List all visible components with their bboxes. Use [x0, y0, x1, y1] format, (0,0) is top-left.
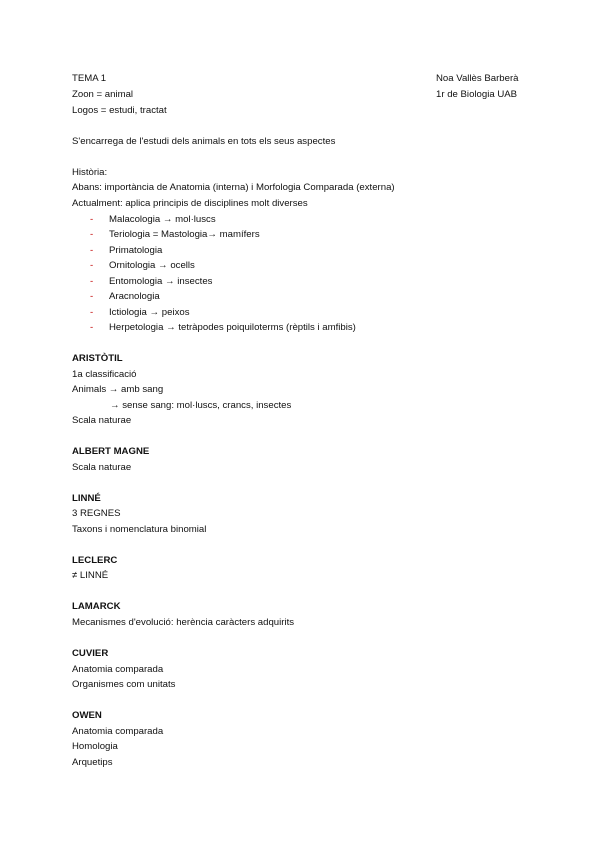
- bullet-dash: -: [90, 307, 94, 318]
- bullet-dash: -: [90, 245, 94, 256]
- author-name: Noa Vallès Barberà: [436, 73, 519, 84]
- list-item: - Ornitologia → ocells: [90, 260, 195, 271]
- bullet-dash: -: [90, 229, 94, 240]
- list-item: - Herpetologia → tetràpodes poiquiloterms (rèptils i amfibis): [90, 322, 356, 333]
- section-line: Organismes com unitats: [72, 679, 176, 690]
- section-line: Arquetips: [72, 757, 113, 768]
- section-line: Anatomia comparada: [72, 664, 164, 675]
- bullet-dash: -: [90, 260, 94, 271]
- bullet-dash: -: [90, 276, 94, 287]
- bullet-dash: -: [90, 322, 94, 333]
- section-title-albert: ALBERT MAGNE: [72, 446, 150, 457]
- section-title-cuvier: CUVIER: [72, 648, 109, 659]
- list-item: - Entomologia → insectes: [90, 276, 213, 287]
- list-item: - Primatologia: [90, 245, 163, 256]
- section-title-aristotil: ARISTÒTIL: [72, 353, 123, 364]
- bullet-dash: -: [90, 214, 94, 225]
- list-item: - Teriologia = Mastologia→ mamífers: [90, 229, 260, 240]
- section-title-leclerc: LECLERC: [72, 555, 118, 566]
- section-line: Anatomia comparada: [72, 726, 164, 737]
- list-item: - Aracnologia: [90, 291, 160, 302]
- section-title-owen: OWEN: [72, 710, 102, 721]
- section-title-linne: LINNÉ: [72, 493, 101, 504]
- historia-heading: Història:: [72, 167, 108, 178]
- intro-text: S'encarrega de l'estudi dels animals en tots els seus aspectes: [72, 136, 336, 147]
- etymology-zoon: Zoon = animal: [72, 89, 134, 100]
- historia-abans: Abans: importància de Anatomia (interna) i Morfologia Comparada (externa): [72, 182, 395, 193]
- section-line: Scala naturae: [72, 415, 132, 426]
- section-title-lamarck: LAMARCK: [72, 601, 121, 612]
- section-line: 1a classificació: [72, 369, 137, 380]
- section-line: → sense sang: mol·luscs, crancs, insectes: [110, 400, 292, 411]
- topic-title: TEMA 1: [72, 73, 107, 84]
- bullet-dash: -: [90, 291, 94, 302]
- etymology-logos: Logos = estudi, tractat: [72, 105, 167, 116]
- section-line: 3 REGNES: [72, 508, 121, 519]
- section-line: Taxons i nomenclatura binomial: [72, 524, 207, 535]
- author-course: 1r de Biologia UAB: [436, 89, 518, 100]
- historia-actualment: Actualment: aplica principis de disciplines molt diverses: [72, 198, 308, 209]
- section-line: Animals → amb sang: [72, 384, 164, 395]
- section-line: Homologia: [72, 741, 118, 752]
- section-line: Scala naturae: [72, 462, 132, 473]
- section-line: Mecanismes d'evolució: herència caràcters adquirits: [72, 617, 295, 628]
- list-item: - Ictiologia → peixos: [90, 307, 190, 318]
- section-line: ≠ LINNÉ: [72, 570, 109, 581]
- list-item: - Malacologia → mol·luscs: [90, 214, 216, 225]
